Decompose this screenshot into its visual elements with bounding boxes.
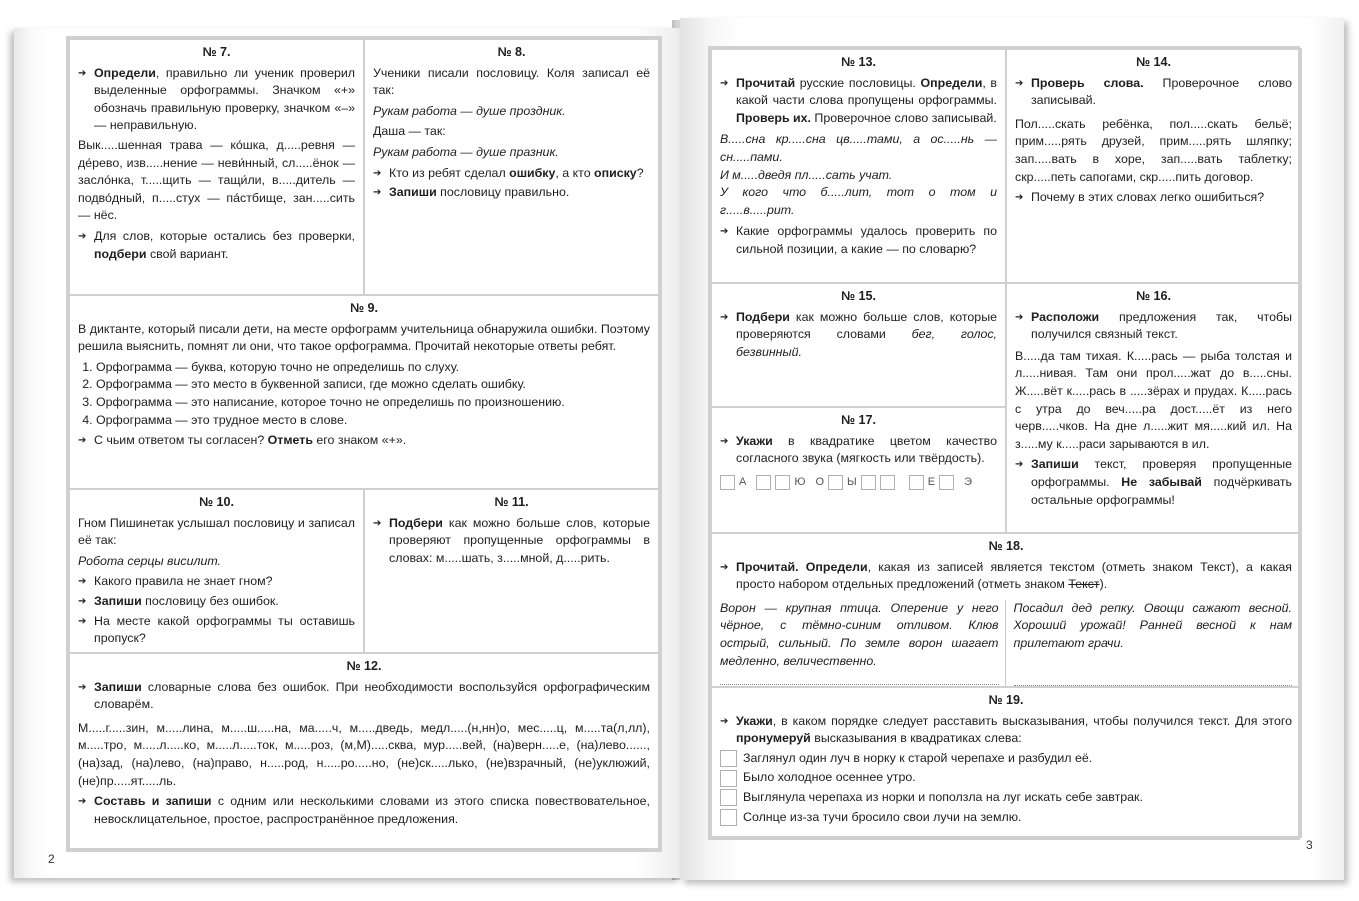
task-9-answer: 3. Орфограмма — это написание, которое точно не определишь по произношению. (96, 394, 650, 412)
task-9-answer: 4. Орфограмма — это трудное место в слове. (96, 412, 650, 430)
vowel-letter: Ю (794, 475, 806, 488)
task-11-bold: Подбери (389, 515, 443, 530)
task-17-instruction (720, 433, 997, 468)
task-18 (710, 532, 1302, 688)
task-8-question (373, 165, 650, 183)
task-13-title: № 13. (840, 55, 877, 69)
task-18-strike: Текст (1068, 577, 1100, 592)
task-18-columns (720, 600, 1292, 686)
task-18-bold2: Определи (805, 559, 868, 574)
task-15-bold: Подбери (736, 309, 790, 324)
task-19-item-text: Было холодное осеннее утро. (743, 770, 916, 785)
right-page-number: 3 (1306, 838, 1313, 852)
task-9-q-bold: Отметь (267, 433, 313, 448)
task-16-b2-bold2: Не забывай (1121, 474, 1202, 489)
task-19-item-text: Выглянула черепаха из норки и поползла на луг искать себе завтрак. (743, 789, 1143, 804)
task-10-q1: ➔ Какого правила не знает гном? (78, 573, 355, 591)
task-8-intro: Ученики писали пословицу. Коля записал её так: (373, 65, 650, 98)
left-worksheet (66, 36, 662, 852)
task-13-bold2: Определи (920, 75, 983, 90)
task-19-bold2: пронумеруй (736, 731, 811, 746)
task-18-left-col (720, 600, 1006, 686)
task-18-left-answer-line[interactable] (720, 674, 999, 685)
left-page (14, 28, 682, 878)
task-13-t1: русские пословицы. (795, 75, 921, 90)
task-7-instruction-text: , правильно ли ученик проверил выделенные орфограммы. Значком «+» обозначь правильную проверку, значком «–» — неправильную. (94, 65, 355, 133)
task-18-t1: , какая из записей является текстом (отметь знаком Текст), а какая просто набором отдельных предложений (отметь знаком (736, 559, 1292, 592)
task-8-q-mid: , а кто (555, 165, 595, 180)
task-14-b1 (1015, 75, 1292, 110)
task-19-item (720, 789, 1292, 807)
number-box[interactable] (720, 789, 737, 806)
task-16-b1 (1015, 309, 1292, 344)
left-page-number: 2 (48, 852, 55, 866)
task-7-words: Вык.....шенная трава — ко́шка, д.....ревня — де́рево, изв.....нение — неви́нный, сл.....ёнок — засло́нка, т.....щить — тащи́ли, в.....дитель — подво́дный, п.....стух — па́стбище, зан.....сить — нёс. (78, 137, 355, 223)
number-box[interactable] (720, 809, 737, 826)
task-18-title: № 18. (988, 539, 1024, 553)
task-15-italic: бег, голос, безвинный. (736, 327, 997, 359)
task-7-instruction (78, 65, 355, 135)
task-8-q-post: ? (636, 165, 644, 180)
right-worksheet (708, 46, 1300, 840)
task-12-b1-rest: словарные слова без ошибок. При необходимости воспользуйся орфографическим словарём. (94, 679, 650, 712)
consonant-box[interactable] (720, 475, 735, 490)
task-16 (1005, 282, 1302, 534)
task-9-title: № 9. (349, 301, 379, 315)
task-7-bullet-pre: Для слов, которые остались без проверки, (94, 228, 355, 243)
number-box[interactable] (720, 750, 737, 767)
task-16-b2-bold1: Запиши (1031, 457, 1079, 472)
number-box[interactable] (720, 770, 737, 787)
consonant-box[interactable] (861, 475, 876, 490)
task-19-title: № 19. (988, 693, 1024, 707)
task-19-bold1: Укажи (736, 713, 773, 728)
task-10 (68, 488, 365, 654)
task-16-b2-t2: подчёркивать остальные орфограммы! (1031, 474, 1292, 507)
task-8-w-rest: пословицу правильно. (436, 185, 570, 200)
task-16-b2 (1015, 456, 1292, 509)
task-11-instruction (373, 515, 650, 568)
task-11-title: № 11. (494, 495, 529, 509)
task-13-t2: , в какой части слова пропущены орфограммы. (736, 75, 997, 108)
task-19-item-text: Заглянул один луч в норку к старой черепахе и разбудил её. (743, 750, 1093, 765)
task-12-b2-bold: Составь и запиши (94, 794, 212, 809)
task-9-q-post: его знаком «+». (312, 433, 407, 448)
consonant-box[interactable] (828, 475, 843, 490)
task-15-rest: как можно больше слов, которые проверяются словами (736, 309, 997, 342)
task-7-bullet (78, 228, 355, 263)
task-17 (710, 406, 1007, 534)
task-14 (1005, 48, 1302, 284)
task-8-q-bold2: описку (594, 165, 637, 180)
vowel-letter: О (815, 475, 825, 488)
task-12-b2 (78, 793, 650, 828)
task-17-title: № 17. (840, 413, 877, 427)
task-7-bullet-bold: подбери (94, 246, 147, 261)
task-8-title: № 8. (497, 45, 526, 59)
consonant-box[interactable] (909, 475, 924, 490)
task-14-words: Пол.....скать ребёнка, пол.....скать бельё; прим.....рять друзей, прим.....рять шляпку; зап.....вать в хоре, зап.....вать таблетку; скр.....петь сапогами, скр.....пить договор. (1015, 116, 1292, 184)
vowel-letter: Ы (847, 475, 857, 488)
task-13-bold3: Проверь их. (736, 110, 811, 125)
task-13-proverb: В.....сна кр.....сна цв.....тами, а ос.....нь — сн.....пами. (720, 132, 997, 164)
task-8-dasha: Рукам работа — душе празник. (373, 144, 559, 159)
task-9-answer: 2. Орфограмма — это место в буквенной записи, где можно сделать ошибку. (96, 376, 650, 394)
task-9 (68, 294, 660, 490)
right-page (680, 18, 1344, 880)
task-12 (68, 652, 660, 850)
task-16-bold: Расположи (1031, 309, 1100, 324)
task-10-q2 (78, 593, 355, 611)
vowel-letter: Е (927, 475, 936, 488)
task-13-bold1: Прочитай (736, 75, 796, 90)
task-19-item (720, 750, 1292, 768)
task-8-kolya: Рукам работа — душе проздник. (373, 103, 566, 118)
task-7 (68, 38, 365, 296)
task-17-rest: в квадратике цветом качество согласного звука (мягкость или твёрдость). (736, 433, 997, 466)
task-9-question (78, 432, 650, 450)
task-19-item-text: Солнце из-за тучи бросило свои лучи на землю. (743, 809, 1022, 824)
task-18-t0 (799, 560, 806, 574)
task-7-bullet-post: свой вариант. (146, 246, 229, 261)
task-11-rest: как можно больше слов, которые проверяют пропущенные орфограммы в словах: м.....шать, з.....мной, д.....рить. (389, 515, 650, 565)
task-16-rest: предложения так, чтобы получился связный текст. (1031, 309, 1292, 342)
task-15-title: № 15. (840, 289, 877, 303)
task-10-q3: ➔ На месте какой орфограммы ты оставишь пропуск? (78, 613, 355, 648)
consonant-box[interactable] (939, 475, 954, 490)
task-14-rest: Проверочное слово записывай. (1031, 75, 1292, 108)
task-9-intro: В диктанте, который писали дети, на месте орфограмм учительница обнаружила ошибки. Поэтому решила выяснить, помнят ли они, что такое орфограмма. Прочитай некоторые ответы ребят. (78, 321, 650, 354)
task-18-bold1: Прочитай. (736, 559, 799, 574)
consonant-box[interactable] (756, 475, 771, 490)
task-16-title: № 16. (1135, 289, 1172, 303)
task-14-b2: ➔ Почему в этих словах легко ошибиться? (1015, 189, 1292, 207)
task-16-text: В.....да там тихая. К.....рась — рыба толстая и л.....нивая. Там они прол.....жат до в.....сны. Ж.....вёт к.....рась в .....зёрах и прудах. К.....рась с утра до веч.....ра дост.....ёт из него черв.....чков. На дне л.....жит мя.....кий ил. На з.....му к.....раси зарываются в ил. (1015, 348, 1292, 451)
task-7-title: № 7. (202, 45, 231, 59)
task-18-right-text: Посадил дед репку. Овощи сажают весной. Хороший урожай! Ранней весной к нам прилетают грачи. (1013, 600, 1292, 650)
task-12-b2-rest: с одним или несколькими словами из этого списка повествовательное, невосклицательное, простое, распространённое предложения. (94, 794, 651, 826)
task-10-q2-bold: Запиши (94, 593, 142, 608)
task-12-title: № 12. (346, 659, 382, 673)
task-18-t2: ). (1099, 577, 1108, 592)
task-12-words: М.....г.....зин, м.....лина, м.....ш.....на, ма.....ч, м.....дведь, медл.....(н,нн)о, мес.....ц, м.....та(л,лл), м.....тро, м.....л.....ко, м.....л.....ток, м.....роз, (м,М).....сква, мур.....вей, (на)верн.....е, (на)лево......, (на)зад, (на)лево, (на)право, н.....род, н.....ро.....но, (не)ск.....лько, (не)взрачный, (не)уклюжий, (не)пр.....ят.....ль. (78, 720, 650, 788)
task-19 (710, 686, 1302, 838)
task-13-b1 (720, 75, 997, 128)
task-19-instruction (720, 713, 1292, 748)
task-17-bold: Укажи (736, 433, 773, 448)
task-9-answers (78, 359, 650, 429)
task-10-q2-rest: пословицу без ошибок. (141, 593, 279, 608)
task-18-left-text: Ворон — крупная птица. Оперение у него чёрное, с тёмно-синим отливом. Клюв острый, сильный. По земле ворон шагает медленно, величественно. (720, 600, 999, 668)
vowel-letter: Э (964, 475, 973, 488)
task-8-dasha-label: Даша — так: (373, 124, 446, 139)
task-7-verb: Определи (94, 65, 156, 80)
task-19-item (720, 809, 1292, 827)
task-17-letter-boxes (720, 474, 997, 492)
task-14-title: № 14. (1135, 55, 1172, 69)
task-8-q-bold1: ошибку (509, 165, 556, 180)
task-9-answer: 1. Орфограмма — буква, которую точно не определишь по слуху. (96, 359, 650, 377)
task-13-proverb: У кого что б.....лит, тот о том и г.....в.....рит. (720, 185, 997, 217)
task-18-right-answer-line[interactable] (1014, 675, 1293, 686)
task-13 (710, 48, 1007, 284)
task-19-item (720, 769, 1292, 787)
task-19-t1: , в каком порядке следует расставить высказывания, чтобы получился текст. Для этого (772, 713, 1292, 728)
task-10-proverb: Робота серцы висилит. (78, 553, 221, 568)
task-9-q-pre: С чьим ответом ты согласен? (94, 433, 268, 448)
consonant-box[interactable] (880, 475, 895, 490)
consonant-box[interactable] (775, 475, 790, 490)
task-8-q-pre: Кто из ребят сделал (389, 165, 510, 180)
task-13-proverb: И м.....дведя пл.....сать учат. (720, 167, 893, 182)
task-11 (363, 488, 660, 654)
task-13-t3: Проверочное слово записывай. (810, 110, 997, 125)
vowel-letter: А (739, 475, 747, 488)
task-18-instruction (720, 559, 1292, 594)
task-12-b1-bold: Запиши (94, 679, 142, 694)
task-8 (363, 38, 660, 296)
task-15-instruction (720, 309, 997, 362)
task-10-intro: Гном Пишинетак услышал пословицу и записал её так: (78, 515, 355, 548)
task-13-b2: ➔ Какие орфограммы удалось проверить по сильной позиции, а какие — по словарю? (720, 223, 997, 258)
task-12-b1 (78, 679, 650, 714)
task-18-right-col (1014, 600, 1293, 686)
task-19-t2: высказывания в квадратиках слева: (810, 731, 1022, 746)
task-8-write (373, 184, 650, 202)
task-14-bold: Проверь слова. (1031, 75, 1144, 90)
task-10-title: № 10. (198, 495, 235, 509)
task-15 (710, 282, 1007, 408)
task-8-w-bold: Запиши (389, 185, 437, 200)
task-16-b2-t1: текст, проверяя пропущенные орфограммы. (1031, 457, 1292, 489)
